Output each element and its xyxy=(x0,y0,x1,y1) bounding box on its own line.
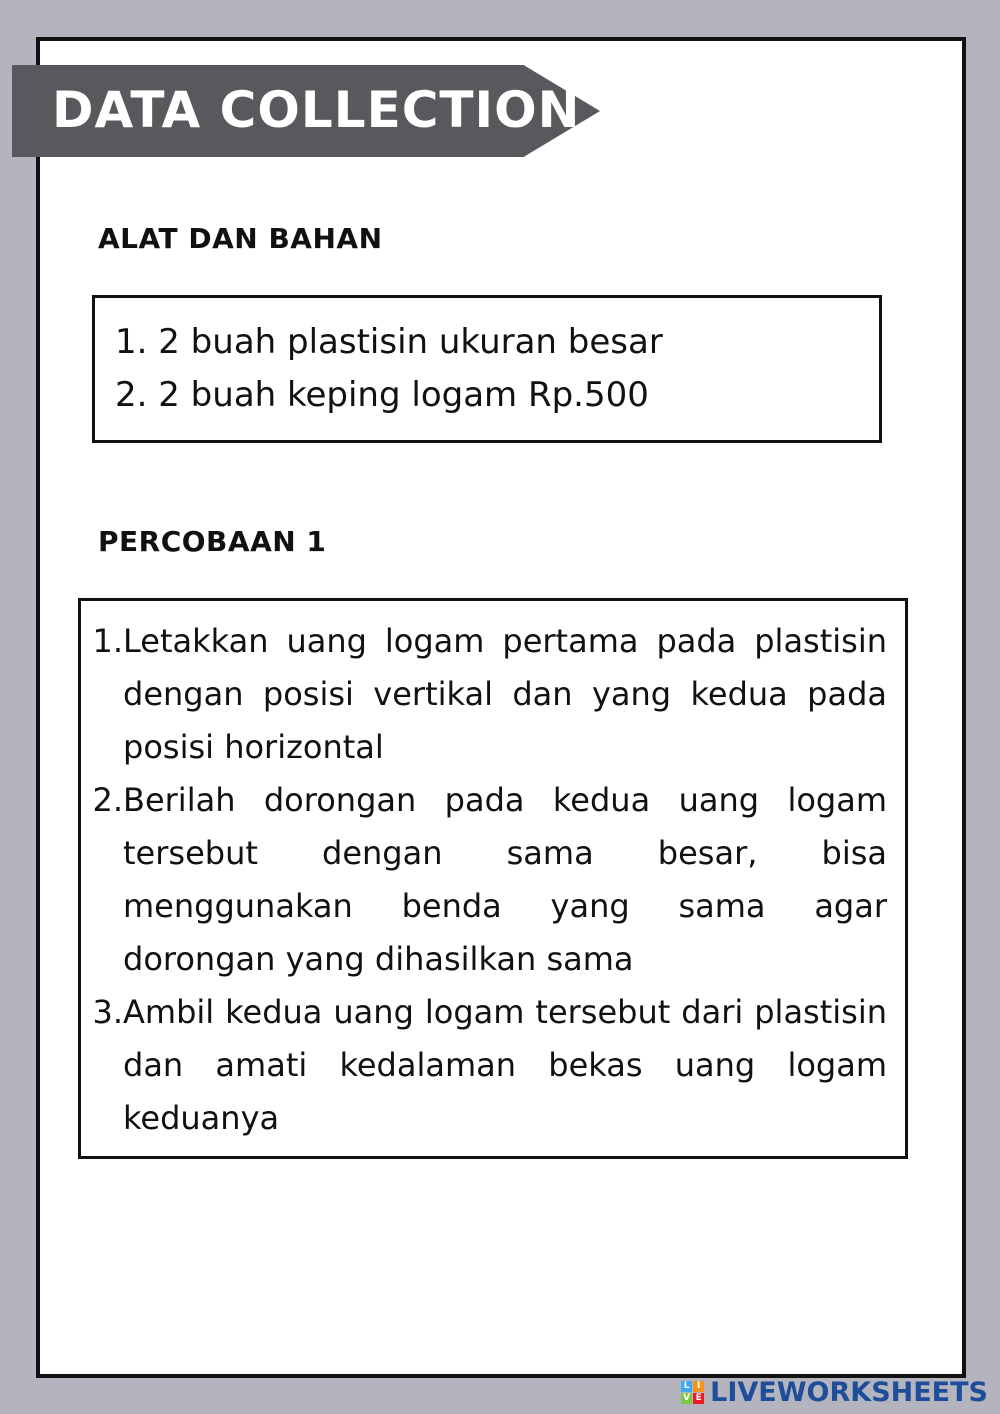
logo-mark-letter: I xyxy=(693,1381,704,1392)
logo-mark-letter: L xyxy=(681,1381,692,1392)
logo-mark-letter: V xyxy=(681,1393,692,1404)
step-item xyxy=(89,986,887,1145)
step-item xyxy=(89,615,887,774)
list-item: 2. 2 buah keping logam Rp.500 xyxy=(115,375,649,415)
step-text: Letakkan uang logam pertama pada plastisin dengan posisi vertikal dan yang kedua pada posisi horizontal xyxy=(123,622,887,766)
banner-title: DATA COLLECTION xyxy=(52,81,581,139)
percobaan-heading: PERCOBAAN 1 xyxy=(98,525,327,558)
liveworksheets-logo xyxy=(681,1377,988,1408)
liveworksheets-logo-icon xyxy=(681,1381,704,1404)
percobaan-box xyxy=(78,598,908,1159)
logo-mark-letter: E xyxy=(693,1393,704,1404)
list-item: 1. 2 buah plastisin ukuran besar xyxy=(115,322,663,362)
step-text: Ambil kedua uang logam tersebut dari plastisin dan amati kedalaman bekas uang logam keduanya xyxy=(123,993,887,1137)
alat-dan-bahan-heading: ALAT DAN BAHAN xyxy=(98,222,383,255)
step-number: 2. xyxy=(92,781,123,819)
step-number: 3. xyxy=(92,993,123,1031)
step-number: 1. xyxy=(92,622,123,660)
alat-dan-bahan-box xyxy=(92,295,882,443)
logo-text: LIVEWORKSHEETS xyxy=(710,1377,988,1408)
step-text: Berilah dorongan pada kedua uang logam tersebut dengan sama besar, bisa menggunakan benda yang sama agar dorongan yang dihasilkan sama xyxy=(123,781,887,978)
percobaan-steps xyxy=(89,615,887,1145)
step-item xyxy=(89,774,887,986)
alat-dan-bahan-list xyxy=(115,316,663,422)
